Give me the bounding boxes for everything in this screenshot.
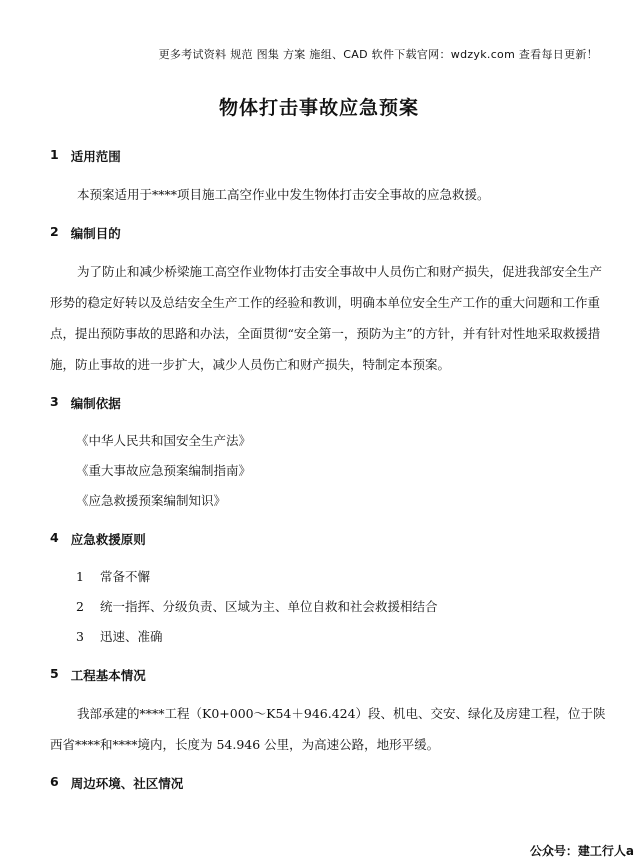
section-2-heading [50, 224, 608, 242]
section-number: 6 [50, 774, 59, 789]
section-4-heading [50, 530, 608, 548]
section-number: 2 [50, 224, 59, 239]
principle-item [50, 562, 608, 592]
section-1-paragraph: 本预案适用于****项目施工高空作业中发生物体打击安全事故的应急救援。 [77, 187, 490, 202]
document-body [50, 147, 608, 792]
principle-number: 3 [76, 629, 84, 644]
watermark-tag: 公众号：建工行人a [526, 840, 638, 861]
principle-item [50, 622, 608, 652]
section-title: 工程基本情况 [70, 668, 146, 683]
section-title: 周边环境、社区情况 [70, 776, 184, 791]
principle-item [50, 592, 608, 622]
section-number: 3 [50, 394, 59, 409]
section-title: 编制依据 [70, 396, 121, 411]
section-number: 1 [50, 147, 59, 162]
reference-item: 《重大事故应急预案编制指南》 [76, 463, 252, 478]
section-5-paragraph: 我部承建的****工程（K0+000～K54＋946.424）段、机电、交安、绿化及房建工程，位于陕西省****和****境内，长度为 54.946 公里，为高速公路，地形平缓。 [50, 706, 606, 752]
section-3-heading [50, 394, 608, 412]
reference-item: 《中华人民共和国安全生产法》 [76, 433, 252, 448]
section-6-heading [50, 774, 608, 792]
principle-number: 1 [76, 569, 84, 584]
section-5-heading [50, 666, 608, 684]
section-2-paragraph: 为了防止和减少桥梁施工高空作业物体打击安全事故中人员伤亡和财产损失，促进我部安全生产形势的稳定好转以及总结安全生产工作的经验和教训，明确本单位安全生产工作的重大问题和工作重点，提出预防事故的思路和办法，全面贯彻“安全第一，预防为主”的方针，并有针对性地采取救援措施，防止事故的进一步扩大，减少人员伤亡和财产损失，特制定本预案。 [50, 264, 603, 372]
document-title: 物体打击事故应急预案 [218, 97, 419, 119]
principle-number: 2 [76, 599, 84, 614]
section-title: 适用范围 [70, 149, 121, 164]
principle-text: 常备不懈 [100, 569, 151, 584]
section-number: 5 [50, 666, 59, 681]
section-1-heading [50, 147, 608, 165]
principle-text: 统一指挥、分级负责、区域为主、单位自救和社会救援相结合 [100, 599, 438, 614]
section-title: 编制目的 [70, 226, 121, 241]
principle-text: 迅速、准确 [100, 629, 163, 644]
header-note: 更多考试资料 规范 图集 方案 施组、CAD 软件下载官网：wdzyk.com 查看每日更新！ [158, 48, 598, 61]
section-number: 4 [50, 530, 59, 545]
section-title: 应急救援原则 [70, 532, 146, 547]
reference-item: 《应急救援预案编制知识》 [76, 493, 227, 508]
